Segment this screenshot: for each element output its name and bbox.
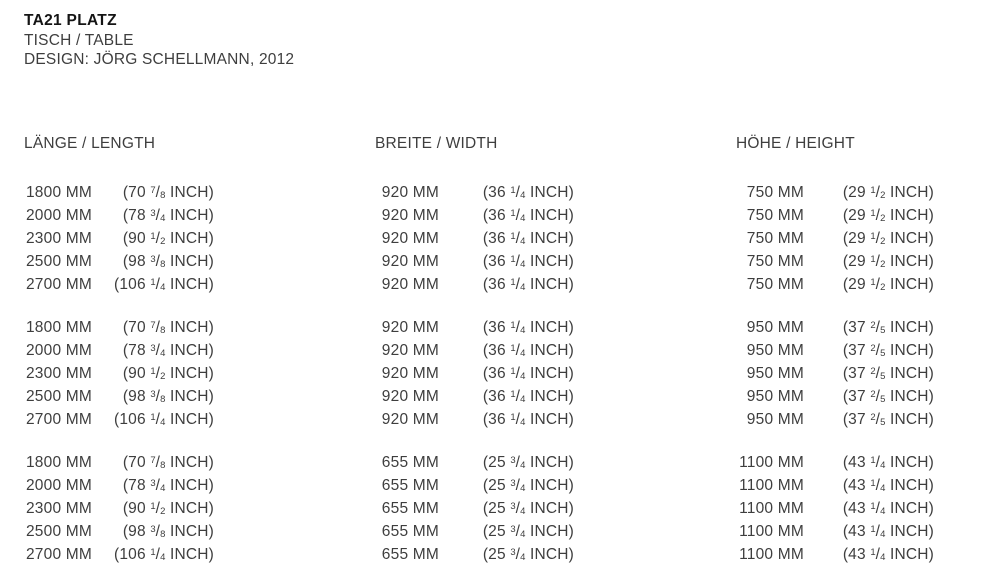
inch-value: (36 $^1/_4$ INCH) [482,207,574,224]
height-rows [736,181,934,566]
inch-value: (25 $^3/_4$ INCH) [482,500,574,517]
width-rows [375,181,574,566]
column-header-length: LÄNGE / LENGTH [24,135,156,152]
fraction-numerator: 7 [150,455,156,466]
mm-value: 950 MM [746,365,804,382]
fraction-numerator: 1 [150,231,156,242]
inch-value: (43 $^1/_4$ INCH) [842,454,934,471]
mm-value: 655 MM [381,500,439,517]
column-group-width [375,136,574,566]
fraction-numerator: 3 [150,343,156,354]
table-row [375,204,574,227]
inch-value: (70 $^7/_8$ INCH) [122,454,214,471]
fraction-denominator: 2 [880,190,886,201]
table-row [736,250,934,273]
fraction-numerator: 1 [510,320,516,331]
inch-value: (37 $^2/_5$ INCH) [842,319,934,336]
dimension-block [736,451,934,566]
inch-value: (37 $^2/_5$ INCH) [842,365,934,382]
fraction-denominator: 4 [520,259,526,270]
fraction-denominator: 8 [160,460,166,471]
mm-value: 1100 MM [739,523,804,540]
mm-value: 920 MM [381,253,439,270]
mm-value: 1100 MM [739,454,804,471]
fraction-denominator: 2 [880,282,886,293]
fraction-numerator: 3 [150,208,156,219]
table-row [375,474,574,497]
inch-value: (25 $^3/_4$ INCH) [482,454,574,471]
dimension-block [736,181,934,296]
mm-value: 920 MM [381,342,439,359]
fraction-denominator: 4 [520,236,526,247]
inch-value: (106 $^1/_4$ INCH) [113,276,214,293]
table-row [24,408,214,431]
table-row [24,362,214,385]
mm-value: 1800 MM [25,319,92,336]
inch-value: (90 $^1/_2$ INCH) [122,230,214,247]
table-row [375,408,574,431]
table-row [736,408,934,431]
inch-value: (25 $^3/_4$ INCH) [482,477,574,494]
fraction-denominator: 5 [880,394,886,405]
fraction-denominator: 4 [520,529,526,540]
mm-value: 2000 MM [25,342,92,359]
fraction-numerator: 1 [870,254,876,265]
table-row [375,385,574,408]
inch-value: (43 $^1/_4$ INCH) [842,500,934,517]
inch-value: (37 $^2/_5$ INCH) [842,411,934,428]
mm-value: 750 MM [746,253,804,270]
inch-value: (29 $^1/_2$ INCH) [842,184,934,201]
fraction-denominator: 4 [880,483,886,494]
dimension-block [375,451,574,566]
table-row [736,339,934,362]
inch-value: (36 $^1/_4$ INCH) [482,253,574,270]
dimension-block [375,316,574,431]
fraction-denominator: 8 [160,529,166,540]
fraction-numerator: 1 [870,277,876,288]
mm-value: 920 MM [381,276,439,293]
fraction-denominator: 4 [520,394,526,405]
table-row [736,520,934,543]
mm-value: 2300 MM [25,365,92,382]
mm-value: 750 MM [746,184,804,201]
mm-value: 1800 MM [25,454,92,471]
fraction-numerator: 1 [150,277,156,288]
mm-value: 2500 MM [25,523,92,540]
table-row [24,204,214,227]
fraction-numerator: 2 [870,343,876,354]
mm-value: 950 MM [746,342,804,359]
inch-value: (90 $^1/_2$ INCH) [122,365,214,382]
inch-value: (36 $^1/_4$ INCH) [482,276,574,293]
fraction-numerator: 3 [510,478,516,489]
fraction-denominator: 5 [880,371,886,382]
mm-value: 920 MM [381,230,439,247]
fraction-numerator: 3 [150,389,156,400]
mm-value: 920 MM [381,411,439,428]
table-row [24,273,214,296]
mm-value: 2700 MM [25,276,92,293]
fraction-denominator: 8 [160,325,166,336]
inch-value: (78 $^3/_4$ INCH) [122,477,214,494]
fraction-denominator: 4 [160,213,166,224]
mm-value: 2300 MM [25,230,92,247]
fraction-denominator: 5 [880,417,886,428]
fraction-numerator: 3 [510,524,516,535]
table-row [24,543,214,566]
table-row [24,474,214,497]
mm-value: 2000 MM [25,477,92,494]
table-row [24,339,214,362]
inch-value: (36 $^1/_4$ INCH) [482,388,574,405]
fraction-numerator: 1 [870,208,876,219]
mm-value: 2500 MM [25,253,92,270]
table-row [736,362,934,385]
inch-value: (36 $^1/_4$ INCH) [482,342,574,359]
fraction-numerator: 7 [150,320,156,331]
inch-value: (43 $^1/_4$ INCH) [842,523,934,540]
column-header-width: BREITE / WIDTH [375,135,498,152]
inch-value: (25 $^3/_4$ INCH) [482,523,574,540]
table-row [736,451,934,474]
fraction-denominator: 4 [880,552,886,563]
dimension-block [24,181,214,296]
table-row [375,520,574,543]
fraction-denominator: 2 [160,236,166,247]
fraction-numerator: 1 [870,478,876,489]
fraction-denominator: 4 [880,529,886,540]
fraction-denominator: 8 [160,259,166,270]
mm-value: 655 MM [381,546,439,563]
fraction-denominator: 4 [520,506,526,517]
fraction-numerator: 1 [150,366,156,377]
table-row [375,497,574,520]
inch-value: (37 $^2/_5$ INCH) [842,342,934,359]
inch-value: (37 $^2/_5$ INCH) [842,388,934,405]
inch-value: (78 $^3/_4$ INCH) [122,342,214,359]
inch-value: (70 $^7/_8$ INCH) [122,319,214,336]
table-row [375,362,574,385]
column-group-length [24,136,214,566]
mm-value: 2000 MM [25,207,92,224]
fraction-numerator: 3 [510,455,516,466]
fraction-denominator: 8 [160,190,166,201]
table-row [736,543,934,566]
fraction-numerator: 2 [870,320,876,331]
product-title: TA21 PLATZ [24,12,117,29]
table-row [375,181,574,204]
table-row [736,204,934,227]
fraction-numerator: 1 [870,524,876,535]
fraction-denominator: 4 [160,417,166,428]
fraction-denominator: 2 [160,371,166,382]
fraction-denominator: 2 [880,236,886,247]
table-row [736,273,934,296]
inch-value: (43 $^1/_4$ INCH) [842,546,934,563]
mm-value: 750 MM [746,230,804,247]
mm-value: 2700 MM [25,411,92,428]
mm-value: 920 MM [381,365,439,382]
inch-value: (29 $^1/_2$ INCH) [842,253,934,270]
fraction-denominator: 4 [160,552,166,563]
table-row [736,227,934,250]
table-row [736,497,934,520]
fraction-numerator: 1 [510,277,516,288]
fraction-denominator: 4 [880,506,886,517]
table-row [736,181,934,204]
fraction-numerator: 1 [510,254,516,265]
table-row [375,227,574,250]
dimension-block [736,316,934,431]
fraction-numerator: 1 [510,366,516,377]
mm-value: 920 MM [381,388,439,405]
fraction-numerator: 2 [870,412,876,423]
fraction-denominator: 5 [880,325,886,336]
mm-value: 950 MM [746,388,804,405]
fraction-denominator: 2 [880,259,886,270]
fraction-numerator: 3 [150,478,156,489]
table-row [24,385,214,408]
length-rows [24,181,214,566]
fraction-denominator: 4 [520,213,526,224]
fraction-numerator: 1 [870,185,876,196]
inch-value: (36 $^1/_4$ INCH) [482,411,574,428]
fraction-denominator: 4 [880,460,886,471]
table-row [736,385,934,408]
inch-value: (106 $^1/_4$ INCH) [113,411,214,428]
inch-value: (29 $^1/_2$ INCH) [842,230,934,247]
mm-value: 750 MM [746,207,804,224]
inch-value: (98 $^3/_8$ INCH) [122,388,214,405]
mm-value: 750 MM [746,276,804,293]
inch-value: (70 $^7/_8$ INCH) [122,184,214,201]
table-row [24,181,214,204]
inch-value: (98 $^3/_8$ INCH) [122,253,214,270]
mm-value: 1800 MM [25,184,92,201]
inch-value: (43 $^1/_4$ INCH) [842,477,934,494]
fraction-denominator: 5 [880,348,886,359]
fraction-denominator: 4 [520,282,526,293]
mm-value: 950 MM [746,411,804,428]
product-type: TISCH / TABLE [24,31,134,49]
fraction-numerator: 1 [150,547,156,558]
table-row [24,520,214,543]
table-row [375,543,574,566]
dimension-block [24,451,214,566]
fraction-numerator: 1 [150,412,156,423]
fraction-denominator: 4 [520,348,526,359]
table-row [375,250,574,273]
table-row [375,339,574,362]
mm-value: 1100 MM [739,477,804,494]
fraction-numerator: 3 [150,254,156,265]
table-row [736,474,934,497]
inch-value: (29 $^1/_2$ INCH) [842,276,934,293]
mm-value: 1100 MM [739,500,804,517]
table-row [24,451,214,474]
fraction-denominator: 4 [520,371,526,382]
fraction-numerator: 1 [510,412,516,423]
mm-value: 655 MM [381,477,439,494]
inch-value: (36 $^1/_4$ INCH) [482,184,574,201]
fraction-numerator: 1 [510,343,516,354]
fraction-numerator: 3 [510,547,516,558]
table-row [375,273,574,296]
mm-value: 655 MM [381,454,439,471]
product-designer: DESIGN: JÖRG SCHELLMANN, 2012 [24,51,295,68]
table-row [24,227,214,250]
column-header-height: HÖHE / HEIGHT [736,135,855,152]
fraction-denominator: 4 [520,552,526,563]
mm-value: 2700 MM [25,546,92,563]
fraction-numerator: 3 [510,501,516,512]
column-group-height [736,136,934,566]
inch-value: (36 $^1/_4$ INCH) [482,230,574,247]
fraction-numerator: 1 [870,455,876,466]
inch-value: (25 $^3/_4$ INCH) [482,546,574,563]
inch-value: (36 $^1/_4$ INCH) [482,365,574,382]
mm-value: 2300 MM [25,500,92,517]
fraction-numerator: 1 [510,389,516,400]
inch-value: (98 $^3/_8$ INCH) [122,523,214,540]
fraction-numerator: 1 [870,231,876,242]
inch-value: (78 $^3/_4$ INCH) [122,207,214,224]
mm-value: 2500 MM [25,388,92,405]
fraction-denominator: 8 [160,394,166,405]
fraction-denominator: 4 [160,483,166,494]
table-row [375,316,574,339]
mm-value: 920 MM [381,207,439,224]
inch-value: (29 $^1/_2$ INCH) [842,207,934,224]
fraction-denominator: 4 [520,325,526,336]
fraction-numerator: 1 [510,208,516,219]
table-row [24,316,214,339]
fraction-numerator: 3 [150,524,156,535]
fraction-denominator: 4 [520,460,526,471]
dimension-block [375,181,574,296]
mm-value: 920 MM [381,184,439,201]
table-row [736,316,934,339]
fraction-denominator: 4 [160,348,166,359]
table-row [375,451,574,474]
fraction-denominator: 4 [520,190,526,201]
fraction-denominator: 4 [160,282,166,293]
product-header [24,11,294,70]
dimension-block [24,316,214,431]
table-row [24,497,214,520]
fraction-denominator: 2 [880,213,886,224]
fraction-numerator: 2 [870,389,876,400]
inch-value: (106 $^1/_4$ INCH) [113,546,214,563]
fraction-numerator: 1 [150,501,156,512]
mm-value: 655 MM [381,523,439,540]
fraction-numerator: 1 [870,547,876,558]
fraction-numerator: 1 [510,231,516,242]
mm-value: 950 MM [746,319,804,336]
inch-value: (90 $^1/_2$ INCH) [122,500,214,517]
fraction-numerator: 7 [150,185,156,196]
fraction-denominator: 4 [520,483,526,494]
fraction-denominator: 2 [160,506,166,517]
mm-value: 920 MM [381,319,439,336]
fraction-numerator: 1 [870,501,876,512]
table-row [24,250,214,273]
inch-value: (36 $^1/_4$ INCH) [482,319,574,336]
fraction-numerator: 2 [870,366,876,377]
fraction-denominator: 4 [520,417,526,428]
fraction-numerator: 1 [510,185,516,196]
mm-value: 1100 MM [739,546,804,563]
